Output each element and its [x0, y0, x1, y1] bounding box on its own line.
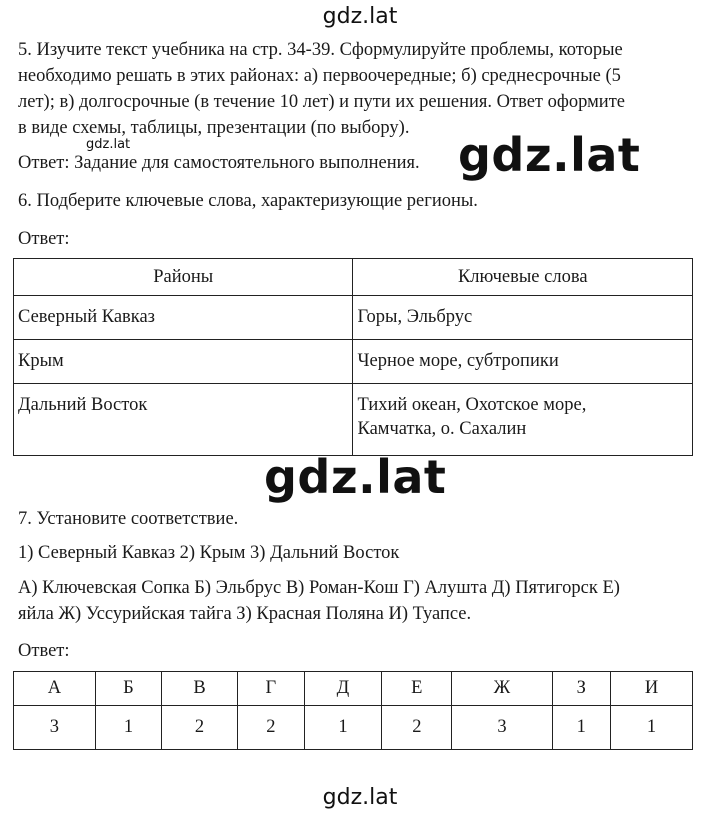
- keywords-table-header: [14, 259, 693, 296]
- value-cell: 1: [304, 706, 382, 750]
- table-row: [14, 340, 693, 384]
- letter-cell: Д: [304, 672, 382, 706]
- table-row: [14, 384, 693, 456]
- value-cell: 3: [452, 706, 552, 750]
- values-row: [14, 706, 693, 750]
- table-row: [14, 296, 693, 340]
- letter-cell: Е: [382, 672, 452, 706]
- keywords-table: [13, 258, 693, 456]
- task7-answer-label: Ответ:: [18, 641, 70, 661]
- task5-line-4: в виде схемы, таблицы, презентации (по выбору).: [18, 118, 410, 138]
- task6-question: 6. Подберите ключевые слова, характеризующие регионы.: [18, 191, 478, 211]
- watermark-big-1: gdz.lat: [458, 128, 641, 182]
- task7-question: 7. Установите соответствие.: [18, 509, 239, 529]
- value-cell: 1: [611, 706, 693, 750]
- value-cell: 2: [238, 706, 305, 750]
- letter-cell: Ж: [452, 672, 552, 706]
- task5-line-3: лет); в) долгосрочные (в течение 10 лет) и пути их решения. Ответ оформите: [18, 92, 626, 112]
- task7-regions: 1) Северный Кавказ 2) Крым 3) Дальний Восток: [18, 543, 400, 563]
- task7-options-line-2: яйла Ж) Уссурийская тайга З) Красная Поляна И) Туапсе.: [18, 604, 472, 624]
- value-cell: 1: [95, 706, 161, 750]
- letter-cell: А: [14, 672, 96, 706]
- task5-answer: Ответ: Задание для самостоятельного выполнения.: [18, 153, 420, 173]
- watermark-bottom: gdz.lat: [322, 785, 398, 810]
- keywords-line-2: Камчатка, о. Сахалин: [357, 419, 527, 439]
- task5-line-2: необходимо решать в этих районах: а) первоочередные; б) среднесрочные (5: [18, 66, 621, 86]
- keywords-cell: Черное море, субтропики: [353, 340, 693, 384]
- keywords-cell: Горы, Эльбрус: [353, 296, 693, 340]
- header-keywords: Ключевые слова: [353, 259, 693, 296]
- keywords-line-1: Тихий океан, Охотское море,: [357, 395, 587, 415]
- value-cell: 2: [162, 706, 238, 750]
- watermark-tiny: gdz.lat: [86, 137, 131, 152]
- watermark-top: gdz.lat: [322, 4, 398, 29]
- letter-cell: В: [162, 672, 238, 706]
- keywords-cell: [353, 384, 693, 456]
- letter-cell: З: [552, 672, 611, 706]
- letter-cell: Б: [95, 672, 161, 706]
- watermark-big-2: gdz.lat: [264, 450, 447, 504]
- region-cell: Крым: [14, 340, 353, 384]
- task7-options-line-1: А) Ключевская Сопка Б) Эльбрус В) Роман-Кош Г) Алушта Д) Пятигорск Е): [18, 578, 620, 598]
- task6-answer-label: Ответ:: [18, 229, 70, 249]
- task5-line-1: 5. Изучите текст учебника на стр. 34-39. Сформулируйте проблемы, которые: [18, 40, 623, 60]
- region-cell: Дальний Восток: [14, 384, 353, 456]
- matching-table: [13, 671, 693, 750]
- header-regions: Районы: [14, 259, 353, 296]
- letter-cell: И: [611, 672, 693, 706]
- value-cell: 1: [552, 706, 611, 750]
- letter-cell: Г: [238, 672, 305, 706]
- task5-text: [18, 37, 700, 141]
- value-cell: 2: [382, 706, 452, 750]
- value-cell: 3: [14, 706, 96, 750]
- region-cell: Северный Кавказ: [14, 296, 353, 340]
- task7-options: [18, 575, 700, 627]
- letters-row: [14, 672, 693, 706]
